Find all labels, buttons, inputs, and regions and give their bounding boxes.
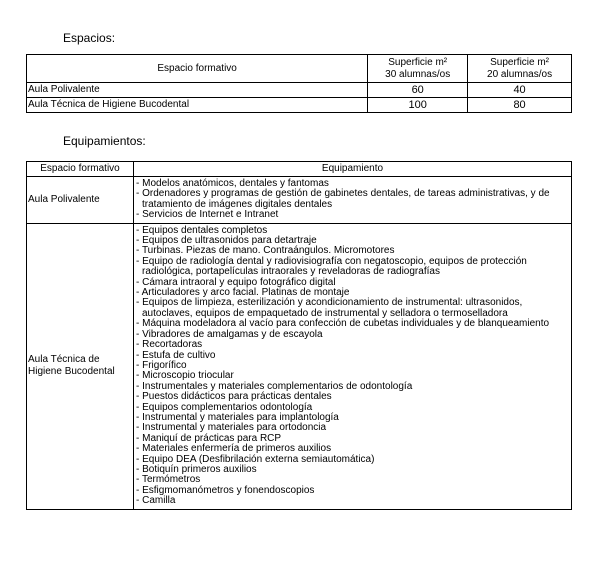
list-item: - Recortadoras xyxy=(136,340,569,350)
equipment-section-title: Equipamientos: xyxy=(63,134,146,148)
spaces-section-title: Espacios: xyxy=(63,31,116,45)
equipment-table xyxy=(26,161,572,510)
list-item: - Turbinas. Piezas de mano. Contraángulos. Micromotores xyxy=(136,246,569,256)
header-surface-20 xyxy=(468,55,572,83)
header-equipment: Equipamiento xyxy=(134,162,572,177)
list-item: - Camilla xyxy=(136,496,569,506)
header-space: Espacio formativo xyxy=(27,162,134,177)
list-item: - Estufa de cultivo xyxy=(136,351,569,361)
header-surface-30-line1: Superficie m² xyxy=(388,56,448,68)
list-item: - Modelos anatómicos, dentales y fantomas xyxy=(136,179,569,189)
equipment-header-row xyxy=(27,162,572,177)
list-item: - Equipos de ultrasonidos para detartraje xyxy=(136,236,569,246)
table-row xyxy=(27,98,572,113)
header-surface-30-line2: 30 alumnas/os xyxy=(385,68,451,80)
list-item: - Cámara intraoral y equipo fotográfico digital xyxy=(136,278,569,288)
equipment-list-cell xyxy=(134,177,572,224)
list-item: - Equipos dentales completos xyxy=(136,226,569,236)
space-name: Aula Técnica de Higiene Bucodental xyxy=(27,98,368,113)
list-item: - Instrumental y materiales para implantología xyxy=(136,413,569,423)
list-item: - Botiquín primeros auxilios xyxy=(136,465,569,475)
header-space: Espacio formativo xyxy=(27,55,368,83)
list-item: - Maniquí de prácticas para RCP xyxy=(136,434,569,444)
spaces-table xyxy=(26,54,572,113)
list-item: - Articuladores y arco facial. Platinas de montaje xyxy=(136,288,569,298)
header-surface-30 xyxy=(368,55,468,83)
surface-30-value: 100 xyxy=(368,98,468,113)
list-item: - Equipos de limpieza, esterilización y acondicionamiento de instrumental: ultrasonidos, autoclaves, equipos de empaquetado de instrumental y selladora o termoselladora xyxy=(136,298,569,319)
list-item: - Ordenadores y programas de gestión de gabinetes dentales, de tareas administrativas, y de tratamiento de imágenes digitales dentales xyxy=(136,189,569,210)
list-item: - Vibradores de amalgamas y de escayola xyxy=(136,330,569,340)
table-row xyxy=(27,83,572,98)
table-row xyxy=(27,223,572,509)
header-surface-20-line1: Superficie m² xyxy=(490,56,550,68)
spaces-header-row xyxy=(27,55,572,83)
list-item: - Termómetros xyxy=(136,475,569,485)
surface-20-value: 40 xyxy=(468,83,572,98)
table-row xyxy=(27,177,572,224)
list-item: - Instrumental y materiales para ortodoncia xyxy=(136,423,569,433)
list-item: - Máquina modeladora al vacío para confección de cubetas individuales y de blanqueamiento xyxy=(136,319,569,329)
list-item: - Microscopio triocular xyxy=(136,371,569,381)
list-item: - Esfigmomanómetros y fonendoscopios xyxy=(136,486,569,496)
equipment-list-cell xyxy=(134,223,572,509)
list-item: - Equipos complementarios odontología xyxy=(136,403,569,413)
equipment-list xyxy=(136,226,569,507)
list-item: - Materiales enfermería de primeros auxilios xyxy=(136,444,569,454)
list-item: - Equipo de radiología dental y radiovisiografía con negatoscopio, equipos de protección radiológica, portapelículas intraorales y reveladoras de radiografías xyxy=(136,257,569,278)
list-item: - Puestos didácticos para prácticas dentales xyxy=(136,392,569,402)
list-item: - Instrumentales y materiales complementarios de odontología xyxy=(136,382,569,392)
space-name: Aula Técnica de Higiene Bucodental xyxy=(27,223,134,509)
surface-30-value: 60 xyxy=(368,83,468,98)
surface-20-value: 80 xyxy=(468,98,572,113)
list-item: - Frigorífico xyxy=(136,361,569,371)
equipment-list xyxy=(136,179,569,221)
list-item: - Equipo DEA (Desfibrilación externa semiautomática) xyxy=(136,455,569,465)
header-surface-20-line2: 20 alumnas/os xyxy=(487,68,553,80)
space-name: Aula Polivalente xyxy=(27,83,368,98)
list-item: - Servicios de Internet e Intranet xyxy=(136,210,569,220)
space-name: Aula Polivalente xyxy=(27,177,134,224)
